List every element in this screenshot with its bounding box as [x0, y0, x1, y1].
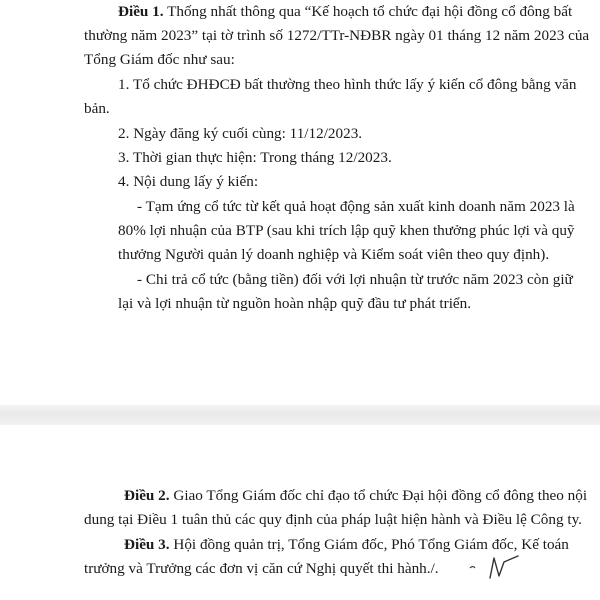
bullet-1-line-3: thưởng Người quản lý doanh nghiệp và Kiểm soát viên theo quy định).: [118, 246, 550, 263]
bullet-1-line-1: - Tạm ứng cổ tức từ kết quả hoạt động sản xuất kinh doanh năm 2023 là: [137, 198, 575, 215]
article-2-line-1: [124, 486, 587, 506]
bullet-1-line-2: 80% lợi nhuận của BTP (sau khi trích lập quỹ khen thưởng phúc lợi và quỹ: [118, 222, 575, 239]
article-3-text: Hội đồng quản trị, Tổng Giám đốc, Phó Tổng Giám đốc, Kế toán: [169, 536, 569, 553]
item-3: 3. Thời gian thực hiện: Trong tháng 12/2023.: [118, 149, 392, 166]
article-1-line-2: thường năm 2023” tại tờ trình số 1272/TTr-NĐBR ngày 01 tháng 12 năm 2023 của: [84, 27, 590, 44]
item-4: 4. Nội dung lấy ý kiến:: [118, 173, 259, 190]
initials-signature: [468, 552, 528, 582]
article-3-line-2: trưởng và Trưởng các đơn vị căn cứ Nghị quyết thi hành./.: [84, 560, 439, 577]
bullet-2-line-2: lại và lợi nhuận từ nguồn hoàn nhập quỹ đầu tư phát triển.: [118, 295, 472, 312]
article-1-line-3: Tổng Giám đốc như sau:: [84, 51, 235, 68]
article-3-label: Điều 3.: [124, 536, 170, 553]
article-1-text: Thống nhất thông qua “Kế hoạch tổ chức đại hội đồng cổ đông bất: [163, 3, 573, 20]
article-1-label: Điều 1.: [118, 3, 164, 20]
article-2-line-2: dung tại Điều 1 tuân thủ các quy định của pháp luật hiện hành và Điều lệ Công ty.: [84, 511, 582, 528]
page-break: [0, 405, 600, 425]
article-2-label: Điều 2.: [124, 487, 170, 504]
item-1-line-2: bản.: [84, 100, 110, 117]
item-2: 2. Ngày đăng ký cuối cùng: 11/12/2023.: [118, 125, 363, 142]
item-1-line-1: 1. Tổ chức ĐHĐCĐ bất thường theo hình thức lấy ý kiến cổ đông bằng văn: [118, 76, 577, 93]
article-1-line-1: [118, 2, 572, 22]
article-2-text: Giao Tổng Giám đốc chỉ đạo tổ chức Đại hội đồng cổ đông theo nội: [169, 487, 588, 504]
bullet-2-line-1: - Chi trả cổ tức (bằng tiền) đối với lợi nhuận từ trước năm 2023 còn giữ: [137, 271, 573, 288]
